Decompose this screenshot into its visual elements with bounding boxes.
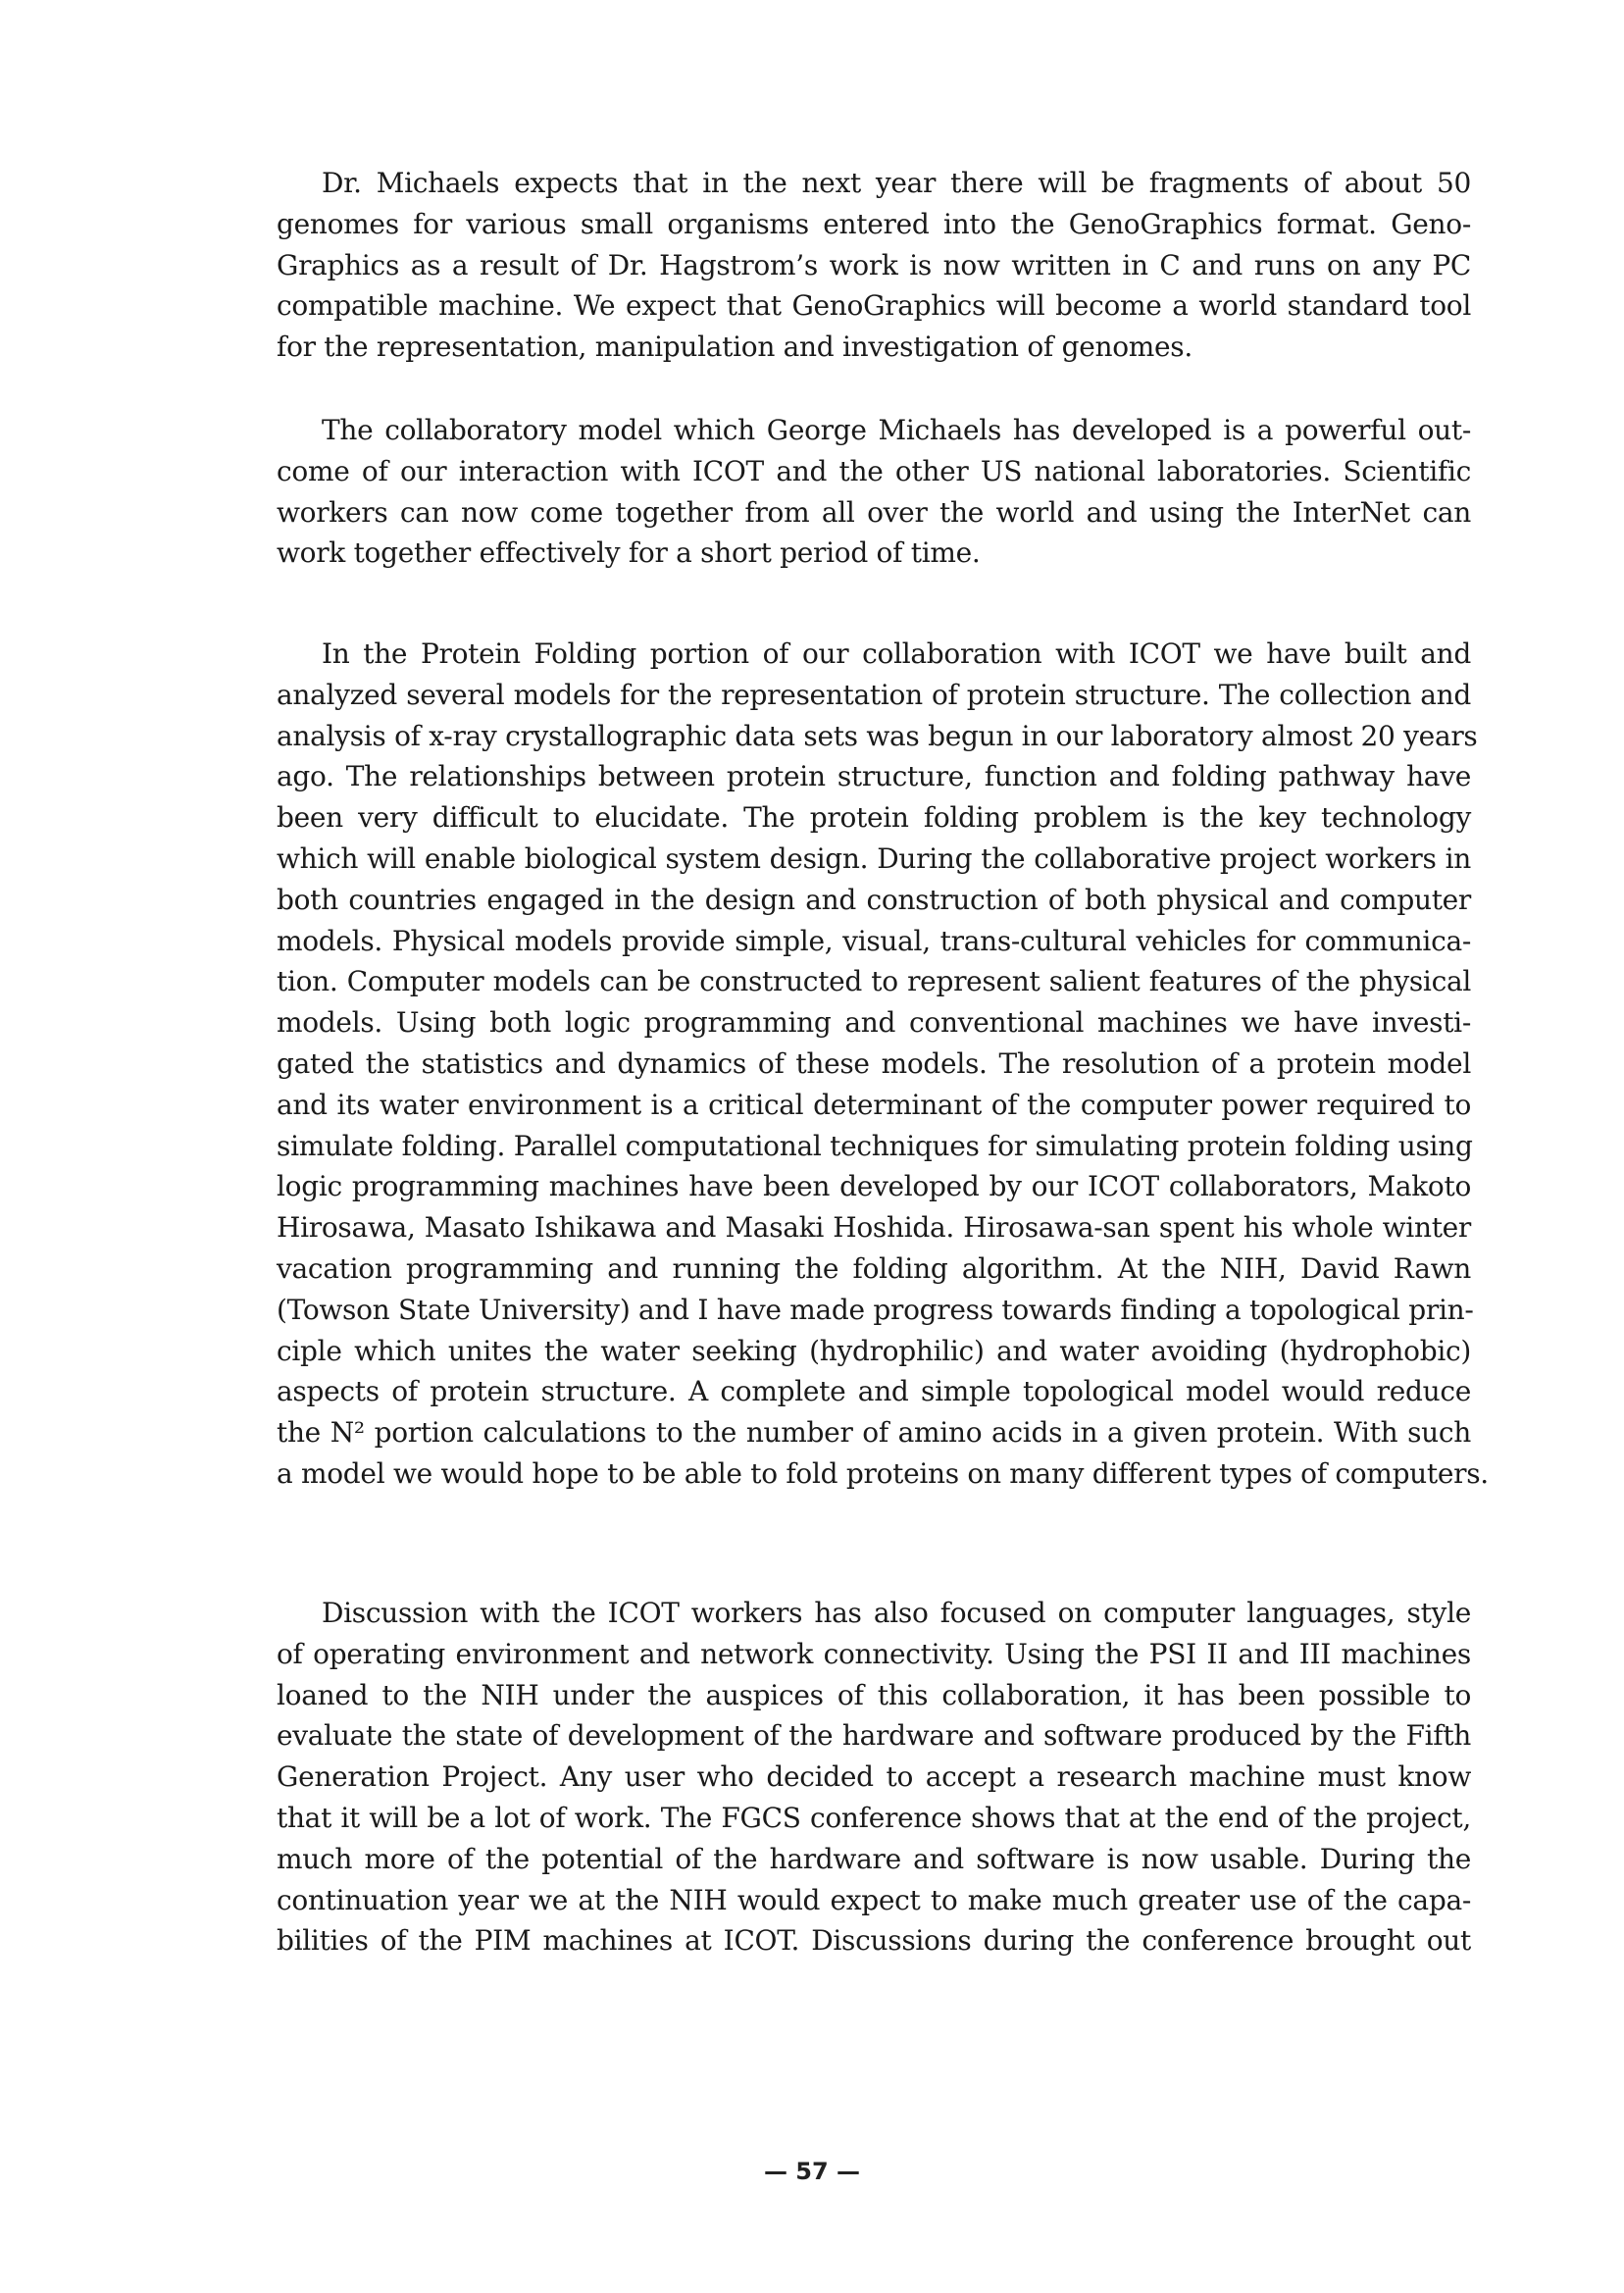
text-line: and its water environment is a critical determinant of the computer power required to xyxy=(277,1088,1471,1121)
text-line: Graphics as a result of Dr. Hagstrom’s work is now written in C and runs on any PC xyxy=(277,248,1471,281)
text-line: ago. The relationships between protein structure, function and folding pathway have xyxy=(277,760,1471,793)
paragraph-collaboratory xyxy=(277,410,1471,574)
text-line: gated the statistics and dynamics of these models. The resolution of a protein model xyxy=(277,1046,1471,1080)
text-line: much more of the potential of the hardware and software is now usable. During the xyxy=(277,1842,1471,1875)
text-line: of operating environment and network connectivity. Using the PSI II and III machines xyxy=(277,1637,1471,1670)
text-line: aspects of protein structure. A complete and simple topological model would reduce xyxy=(277,1375,1471,1408)
paragraph-protein-folding xyxy=(277,634,1489,1495)
paragraph xyxy=(277,1593,1471,1962)
text-line: tion. Computer models can be constructed to represent salient features of the physical xyxy=(277,965,1471,998)
text-line: simulate folding. Parallel computational techniques for simulating protein folding using xyxy=(277,1129,1473,1162)
text-line: Hirosawa, Masato Ishikawa and Masaki Hoshida. Hirosawa-san spent his whole winter xyxy=(277,1211,1471,1245)
paragraph xyxy=(277,634,1489,1495)
text-line: bilities of the PIM machines at ICOT. Discussions during the conference brought out xyxy=(277,1924,1471,1958)
text-line: continuation year we at the NIH would expect to make much greater use of the capa- xyxy=(277,1883,1471,1916)
text-line: ciple which unites the water seeking (hydrophilic) and water avoiding (hydrophobic) xyxy=(277,1334,1471,1367)
page-number: — 57 — xyxy=(763,2158,861,2185)
text-line: a model we would hope to be able to fold proteins on many different types of computers. xyxy=(277,1456,1489,1490)
text-line: that it will be a lot of work. The FGCS conference shows that at the end of the project, xyxy=(277,1801,1471,1834)
text-line: loaned to the NIH under the auspices of this collaboration, it has been possible to xyxy=(277,1678,1471,1711)
text-line: Generation Project. Any user who decided to accept a research machine must know xyxy=(277,1760,1471,1794)
text-line: The collaboratory model which George Michaels has developed is a powerful out- xyxy=(322,414,1471,446)
text-line: come of our interaction with ICOT and the other US national laboratories. Scientific xyxy=(277,454,1471,487)
paragraph xyxy=(277,163,1471,368)
text-line: (Towson State University) and I have made progress towards finding a topological prin- xyxy=(277,1293,1474,1326)
text-line: vacation programming and running the folding algorithm. At the NIH, David Rawn xyxy=(277,1251,1471,1285)
text-line: models. Physical models provide simple, visual, trans-cultural vehicles for communica- xyxy=(277,924,1471,957)
text-line: the N² portion calculations to the number of amino acids in a given protein. With such xyxy=(277,1416,1471,1450)
text-line: analyzed several models for the representation of protein structure. The collection and xyxy=(277,678,1471,711)
text-line: Dr. Michaels expects that in the next year there will be fragments of about 50 xyxy=(322,167,1471,199)
text-line: compatible machine. We expect that GenoGraphics will become a world standard tool xyxy=(277,289,1471,323)
text-line: Discussion with the ICOT workers has also focused on computer languages, style xyxy=(322,1597,1471,1629)
text-line: analysis of x-ray crystallographic data sets was begun in our laboratory almost 20 years xyxy=(277,719,1478,752)
paragraph xyxy=(277,410,1471,574)
text-line: evaluate the state of development of the hardware and software produced by the Fifth xyxy=(277,1719,1471,1753)
text-line: logic programming machines have been developed by our ICOT collaborators, Makoto xyxy=(277,1170,1471,1203)
text-line: been very difficult to elucidate. The protein folding problem is the key technology xyxy=(277,801,1471,835)
paragraph-discussion xyxy=(277,1593,1471,1962)
text-line: work together effectively for a short period of time. xyxy=(277,536,981,570)
paragraph-genographics xyxy=(277,163,1471,368)
text-line: models. Using both logic programming and conventional machines we have investi- xyxy=(277,1006,1471,1040)
text-line: which will enable biological system design. During the collaborative project workers in xyxy=(277,841,1471,875)
text-line: both countries engaged in the design and construction of both physical and computer xyxy=(277,883,1471,916)
text-line: In the Protein Folding portion of our collaboration with ICOT we have built and xyxy=(322,637,1471,670)
text-line: genomes for various small organisms entered into the GenoGraphics format. Geno- xyxy=(277,207,1471,240)
text-line: for the representation, manipulation and investigation of genomes. xyxy=(277,331,1193,364)
text-line: workers can now come together from all over the world and using the InterNet can xyxy=(277,495,1471,529)
